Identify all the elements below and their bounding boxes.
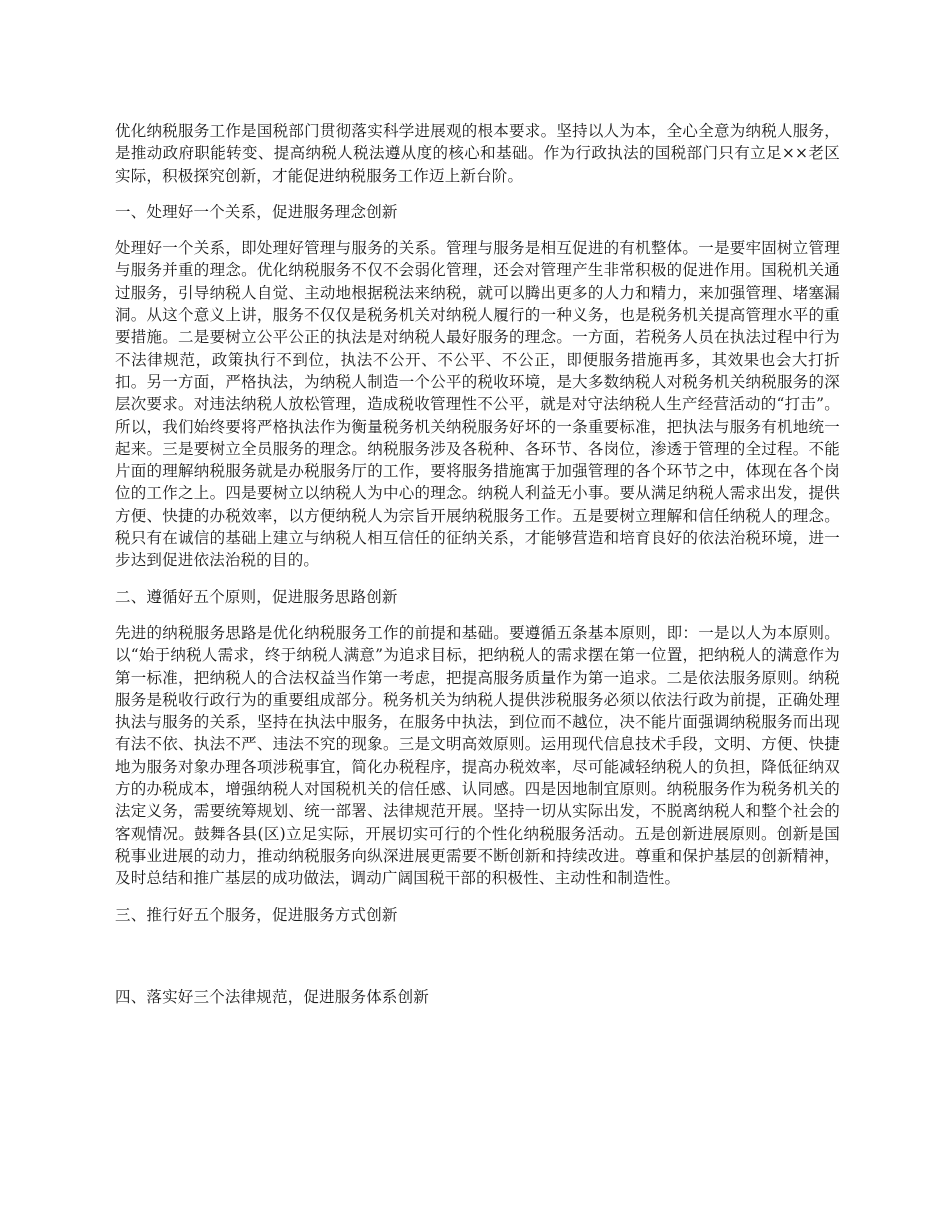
intro-paragraph: 优化纳税服务工作是国税部门贯彻落实科学进展观的根本要求。坚持以人为本，全心全意为纳税人服务，是推动政府职能转变、提高纳税人税法遵从度的核心和基础。作为行政执法的国税部门只有立足××老区实际，积极探究创新，才能促进纳税服务工作迈上新台阶。 — [115, 122, 840, 185]
document-page — [115, 120, 840, 1022]
section-2-heading: 二、遵循好五个原则，促进服务思路创新 — [115, 587, 398, 606]
section-3-heading: 三、推行好五个服务，促进服务方式创新 — [115, 905, 398, 924]
section-1-heading: 一、处理好一个关系，促进服务理念创新 — [115, 202, 398, 221]
section-2-body: 先进的纳税服务思路是优化纳税服务工作的前提和基础。要遵循五条基本原则，即：一是以人为本原则。以“始于纳税人需求，终于纳税人满意”为追求目标，把纳税人的需求摆在第一位置，把纳税人的满意作为第一标准，把纳税人的合法权益当作第一考虑，把提高服务质量作为第一追求。二是依法服务原则。纳税服务是税收行政行为的重要组成部分。税务机关为纳税人提供涉税服务必须以依法行政为前提，正确处理执法与服务的关系，坚持在执法中服务，在服务中执法，到位而不越位，决不能片面强调纳税服务而出现有法不依、执法不严、违法不究的现象。三是文明高效原则。运用现代信息技术手段，文明、方便、快捷地为服务对象办理各项涉税事宜，简化办税程序，提高办税效率，尽可能减轻纳税人的负担，降低征纳双方的办税成本，增强纳税人对国税机关的信任感、认同感。四是因地制宜原则。纳税服务作为税务机关的法定义务，需要统筹规划、统一部署、法律规范开展。坚持一切从实际出发，不脱离纳税人和整个社会的客观情况。鼓舞各县(区)立足实际，开展切实可行的个性化纳税服务活动。五是创新进展原则。创新是国税事业进展的动力，推动纳税服务向纵深进展更需要不断创新和持续改进。尊重和保护基层的创新精神，及时总结和推广基层的成功做法，调动广阔国税干部的积极性、主动性和制造性。 — [115, 623, 840, 888]
section-1-body: 处理好一个关系，即处理好管理与服务的关系。管理与服务是相互促进的有机整体。一是要牢固树立管理与服务并重的理念。优化纳税服务不仅不会弱化管理，还会对管理产生非常积极的促进作用。国税机关通过服务，引导纳税人自觉、主动地根据税法来纳税，就可以腾出更多的人力和精力，来加强管理、堵塞漏洞。从这个意义上讲，服务不仅仅是税务机关对纳税人履行的一种义务，也是税务机关提高管理水平的重要措施。二是要树立公平公正的执法是对纳税人最好服务的理念。一方面，若税务人员在执法过程中行为不法律规范，政策执行不到位，执法不公开、不公平、不公正，即便服务措施再多，其效果也会大打折扣。另一方面，严格执法，为纳税人制造一个公平的税收环境，是大多数纳税人对税务机关纳税服务的深层次要求。对违法纳税人放松管理，造成税收管理性不公平，就是对守法纳税人生产经营活动的“打击”。所以，我们始终要将严格执法作为衡量税务机关纳税服务好坏的一条重要标准，把执法与服务有机地统一起来。三是要树立全员服务的理念。纳税服务涉及各税种、各环节、各岗位，渗透于管理的全过程。不能片面的理解纳税服务就是办税服务厅的工作，要将服务措施寓于加强管理的各个环节之中，体现在各个岗位的工作之上。四是要树立以纳税人为中心的理念。纳税人利益无小事。要从满足纳税人需求出发，提供方便、快捷的办税效率，以方便纳税人为宗旨开展纳税服务工作。五是要树立理解和信任纳税人的理念。税只有在诚信的基础上建立与纳税人相互信任的征纳关系，才能够营造和培育良好的依法治税环境，进一步达到促进依法治税的目的。 — [115, 239, 840, 570]
section-4-heading: 四、落实好三个法律规范，促进服务体系创新 — [115, 987, 430, 1006]
blank-space — [115, 940, 840, 986]
